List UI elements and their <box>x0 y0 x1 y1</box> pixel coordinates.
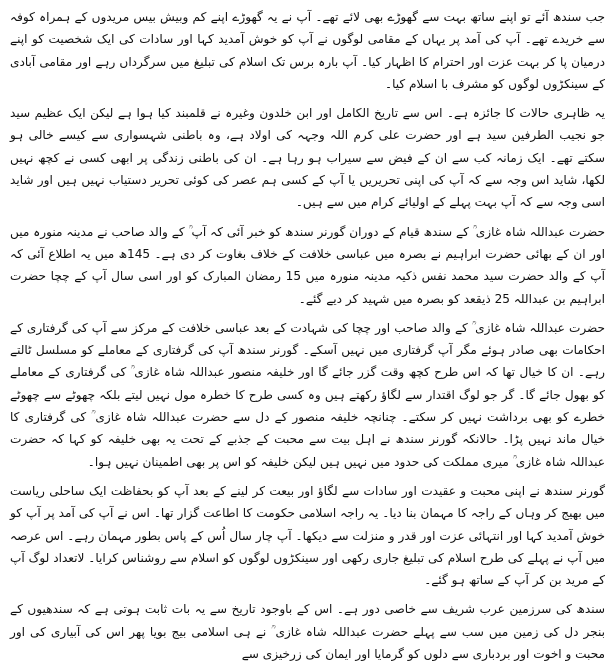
paragraph-6: سندھ کی سرزمین عرب شریف سے خاصی دور ہے۔ اس کے باوجود تاریخ سے یہ بات ثابت ہوتی ہے کہ سندھیوں کے بنجر دل کی زمین میں سب سے پہلے حضرت عبداللہ شاہ غازی ؒ نے ہی اسلامی بیج بویا پھر اس کی آبیاری کی اور محبت و اخوت اور بردباری سے دلوں کو گرمایا اور ایمان کی زرخیزی سے <box>10 602 605 662</box>
paragraph-1: جب سندھ آئے تو اپنے ساتھ بہت سے گھوڑے بھی لائے تھے۔ آپ نے یہ گھوڑے اپنے کم وبیش بیس مریدوں کے ہمراہ کوفہ سے خریدے تھے۔ آپ کی آمد پر یہاں کے مقامی لوگوں نے آپ کو خوش آمدید کہا اور سادات کی ایک شخصیت کو اپنے درمیان پا کر بہت عزت اور احترام کا اظہار کیا۔ آپ بارہ برس تک اسلام کی تبلیغ میں سرگرداں رہے اور مقامی آبادی کے سینکڑوں لوگوں کو مشرف با اسلام کیا۔ <box>10 10 605 91</box>
paragraph-5: گورنر سندھ نے اپنی محبت و عقیدت اور سادات سے لگاؤ اور بیعت کر لینے کے بعد آپ کو بحفاظت ایک ساحلی ریاست میں بھیج کر وہاں کے راجہ کا مہمان بنا دیا۔ یہ راجہ اسلامی حکومت کا اطاعت گزار تھا۔ اس نے آپ کی آمد پر آپ کو خوش آمدید کہا اور انتہائی عزت اور قدر و منزلت سے دیکھا۔ آپ چار سال اُس کے پاس بطور مہمان رہے۔ اس عرصہ میں آپ نے پہلے کی طرح اسلام کی تبلیغ جاری رکھی اور سینکڑوں لوگوں کو اسلام سے روشناس کرایا۔ لاتعداد لوگ آپ کے مرید بن کر آپ کے ساتھ ہو گئے۔ <box>10 483 605 588</box>
paragraph-2: یہ ظاہری حالات کا جائزہ ہے۔ اس سے تاریخ الکامل اور ابن خلدون وغیرہ نے قلمبند کیا ہوا ہے لیکن ایک عظیم سید جو نجیب الطرفین سید ہے اور حضرت علی کرم اللہ وجہہ کی اولاد ہے، وہ باطنی شہسواری سے کیسے خالی ہو سکتے تھے۔ ایک زمانہ کب سے ان کے فیض سے سیراب ہو رہا ہے۔ ان کی باطنی زندگی پر ابھی کسی نے کچھ نہیں لکھا، شاید اس وجہ سے کہ آپ کی اپنی تحریریں یا آپ کے کسی ہم عصر کی کوئی تحریر دستیاب نہیں ہیں اور شاید اسی وجہ سے کہ آپ بہت پہلے کے اولیائے کرام میں سے ہیں۔ <box>10 106 605 210</box>
paragraph-3: حضرت عبداللہ شاہ غازی ؒ کے سندھ قیام کے دوران گورنر سندھ کو خبر آئی کہ آپ ؒ کے والد صاحب نے مدینہ منورہ میں اور ان کے بھائی حضرت ابراہیم نے بصرہ میں عباسی خلافت کے خلاف بغاوت کر دی ہے۔ 145ھ میں یہ اطلاع آئی کہ آپ کے والد حضرت سید محمد نفس ذکیہ مدینہ منورہ میں 15 رمضان المبارک کو اور اسی سال آپ کے چچا حضرت ابراہیم بن عبداللہ 25 ذیقعد کو بصرہ میں شہید کر دیے گئے۔ <box>10 224 606 306</box>
paragraph-4: حضرت عبداللہ شاہ غازی ؒ کے والد صاحب اور چچا کی شہادت کے بعد عباسی خلافت کے مرکز سے آپ کی گرفتاری کے احکامات بھی صادر ہوئے مگر آپ گرفتاری میں نہیں آسکے۔ گورنر سندھ آپ کی گرفتاری کے معاملے کو مسلسل ٹالتے رہے۔ ان کا خیال تھا کہ اس طرح کچھ وقت گزر جائے گا اور خلیفہ منصور عبداللہ شاہ غازی ؒ کی گرفتاری کے معاملے کو بھول جائے گا۔ گر جو لوگ اقتدار سے لگاؤ رکھتے ہیں وہ کسی طرح کا خطرہ مول نہیں لیتے بلکہ چھوٹے سے چھوٹے خطرے کو بھی برداشت نہیں کر سکتے۔ چنانچہ خلیفہ منصور کے دل سے حضرت عبداللہ شاہ غازی ؒ کی گرفتاری کا خیال ماند نہیں پڑا۔ حالانکہ گورنر سندھ نے اہل بیت سے محبت کے جذبے کے تحت یہ بھی خلیفہ کو کہا کہ حضرت عبداللہ شاہ غازی ؒ میری مملکت کی حدود میں نہیں ہیں لیکن خلیفہ کو اس پر بھی اطمینان نہیں ہوا۔ <box>10 320 605 469</box>
